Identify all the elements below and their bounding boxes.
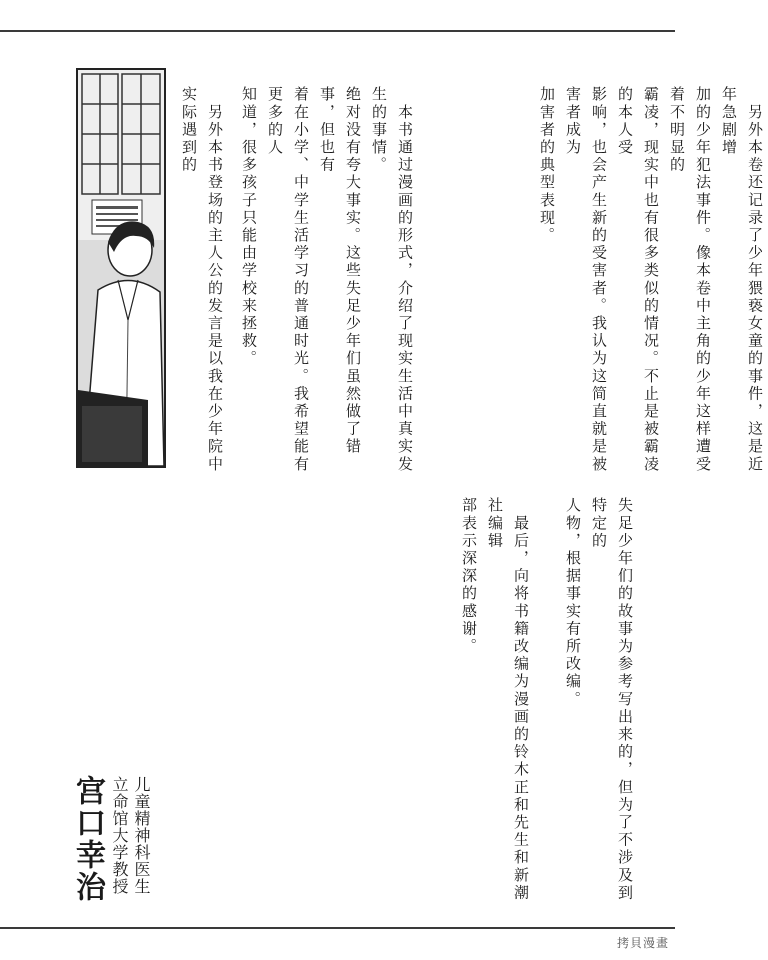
- text-line: 影响，也会产生新的受害者。我认为这简直就是被害者成为: [564, 86, 608, 474]
- text-line: 加的少年犯法事件。像本卷中主角的少年这样遭受着不明显的: [668, 86, 712, 474]
- text-line: 人物，根据事实有所改编。: [564, 497, 582, 709]
- text-line: 部表示深深的感谢。: [460, 497, 478, 656]
- paragraph-protagonist: [176, 86, 228, 486]
- bottom-rule: [0, 927, 675, 929]
- text-line: 另外本卷还记录了少年猥亵女童的事件，这是近年急剧增: [720, 86, 764, 474]
- text-line: 知道，很多孩子只能由学校来拯救。: [240, 86, 258, 368]
- top-rule: [0, 30, 675, 32]
- text-line: 加害者的典型表现。: [538, 86, 556, 245]
- manga-panel-illustration: [76, 68, 166, 468]
- author-name: 宫口幸治: [70, 775, 105, 903]
- text-line: 着在小学、中学生活学习的普通时光。我希望能有更多的人: [266, 86, 310, 474]
- watermark-text: 拷貝漫畫: [616, 936, 669, 950]
- text-line: 绝对没有夸大事实。这些失足少年们虽然做了错事，但也有: [318, 86, 362, 456]
- text-line: 最后，向将书籍改编为漫画的铃木正和先生和新潮社编辑: [486, 497, 530, 902]
- author-title-doctor: 儿童精神科医生: [132, 776, 151, 895]
- paragraph-sources: [560, 497, 638, 907]
- text-line: 另外本书登场的主人公的发言是以我在少年院中实际遇到的: [180, 86, 224, 474]
- author-title-professor: 立命馆大学教授: [110, 776, 129, 895]
- text-line: 失足少年们的故事为参考写出来的，但为了不涉及到特定的: [590, 497, 634, 902]
- text-line: 霸凌，现实中也有很多类似的情况。不止是被霸凌的本人受: [616, 86, 660, 474]
- paragraph-crime-cases: [534, 86, 768, 486]
- text-line: 本书通过漫画的形式，介绍了现实生活中真实发生的事情。: [370, 86, 414, 474]
- paragraph-thanks: [456, 497, 534, 907]
- doctor-illustration: [78, 70, 164, 466]
- paragraph-manga-purpose: [236, 86, 418, 486]
